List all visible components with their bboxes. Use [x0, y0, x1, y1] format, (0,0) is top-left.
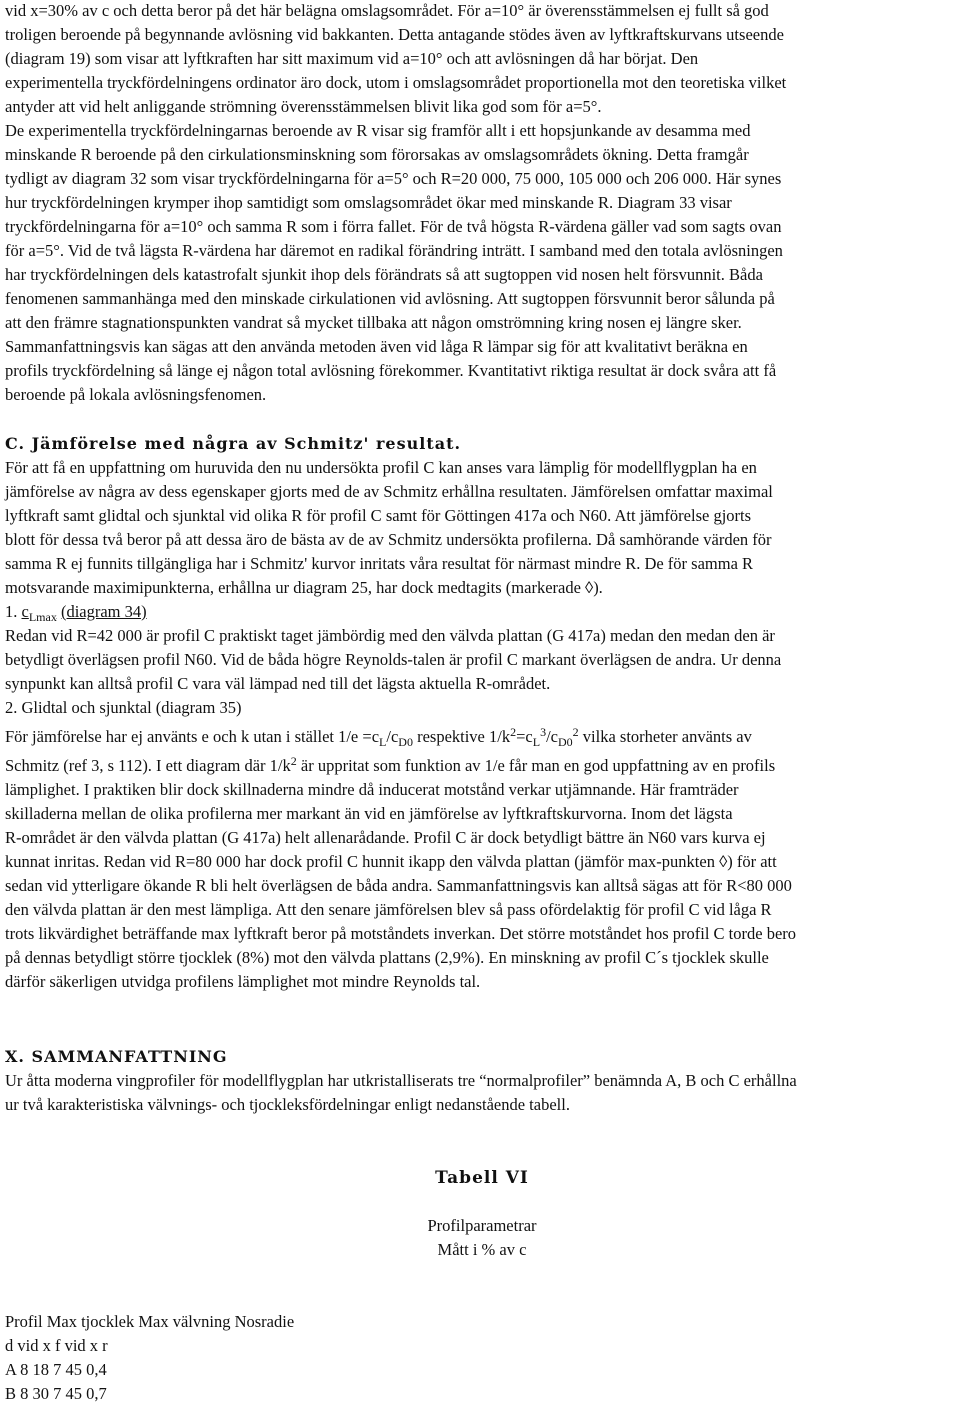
- table-row: B 8 30 7 45 0,7: [5, 1384, 107, 1403]
- text-line: För att få en uppfattning om huruvida den nu undersökta profil C kan anses vara lämplig för modellflygplan ha en: [5, 458, 757, 477]
- section-heading: X. SAMMANFATTNING: [5, 1047, 228, 1066]
- text-line: Ur åtta moderna vingprofiler för modellflygplan har utkristalliserats tre “normalprofiler” benämnda A, B och C erhållna: [5, 1071, 797, 1090]
- text-line: tydligt av diagram 32 som visar tryckfördelningarna för a=5° och R=20 000, 75 000, 105 000 och 206 000. Här synes: [5, 169, 782, 188]
- table-subtitle: [5, 1214, 957, 1262]
- text-line: därför säkerligen utvidga profilens lämplighet mot mindre Reynolds tal.: [5, 972, 481, 991]
- text-line: minskande R beroende på den cirkulationsminskning som förorsakas av omslagsområdets ökning. Detta framgår: [5, 145, 749, 164]
- text-line: trots likvärdighet beträffande max lyftkraft beror på motståndets inverkan. Det större motståndet hos profil C torde bero: [5, 924, 797, 943]
- text-line: på dennas betydligt större tjocklek (8%) mot den välvda plattans (2,9%). En minskning av profil C´s tjocklek skulle: [5, 948, 769, 967]
- text-line: skilladerna mellan de olika profilerna mer markant än vid en jämförelse av lyftkraftskurvorna. Inom det lägsta: [5, 804, 733, 823]
- list-item-heading: 2. Glidtal och sjunktal (diagram 35): [5, 698, 242, 717]
- text-line: blott för dessa två beror på att dessa äro de bästa av de av Schmitz undersökta profilerna. Då samhörande värden för: [5, 530, 772, 549]
- text-line: har tryckfördelningen dels katastrofalt sjunkit ihop dels förändrats så att sugtoppen vid nosen helt försvunnit. Båda: [5, 265, 763, 284]
- table-header-row: d vid x f vid x r: [5, 1336, 108, 1355]
- item-number: 1.: [5, 602, 18, 621]
- text-line: beroende på lokala avlösningsfenomen.: [5, 385, 267, 404]
- table-body: [5, 1310, 957, 1406]
- text-line: samma R ej funnits tillgängliga har i Schmitz' kurvor inritats våra resultat för närmast mindre R. De för samma R: [5, 554, 754, 573]
- text-line: Schmitz (ref 3, s 112). I ett diagram där $1/k^2$ är uppritat som funktion av 1/e får man en god uppfattning av en profils: [5, 754, 776, 775]
- text-line: R-området är den välvda plattan (G 417a) helt allenarådande. Profil C är dock betydligt bättre än N60 vars kurva ej: [5, 828, 766, 847]
- text-line: experimentella tryckfördelningens ordinator äro dock, utom i omslagsområdet proportionella mot den teoretiska vilket: [5, 73, 787, 92]
- table-vi: [5, 1166, 957, 1190]
- text-line: vid x=30% av c och detta beror på det här belägna omslagsområdet. För a=10° är överensstämmelsen ej fullt så god: [5, 1, 769, 20]
- text-line: ur två karakteristiska välvnings- och tjockleksfördelningar enligt nedanstående tabell.: [5, 1095, 570, 1114]
- table-header-row: Profil Max tjocklek Max välvning Nosradie: [5, 1312, 295, 1331]
- table-subtitle-line: Mått i % av c: [437, 1240, 527, 1259]
- table-title: Tabell VI: [435, 1168, 529, 1188]
- section-x: [5, 1045, 957, 1117]
- list-item-heading: [5, 600, 957, 624]
- section-heading: C. Jämförelse med några av Schmitz' resultat.: [5, 434, 462, 453]
- text-line: för a=5°. Vid de två lägsta R-värdena har däremot en radikal förändring inträtt. I samband med den totala avlösningen: [5, 241, 783, 260]
- text-line: lyftkraft samt glidtal och sjunktal vid olika R för profil C samt för Göttingen 417a och N60. Att jämförelse gjorts: [5, 506, 752, 525]
- text-line: den välvda plattan är den mest lämpliga. Att den senare jämförelsen blev så pass ofördelaktig för profil C vid låga R: [5, 900, 772, 919]
- text-line: antyder att vid helt anliggande strömning överensstämmelsen blivit lika god som för a=5°.: [5, 97, 602, 116]
- text-line: att den främre stagnationspunkten vandrat så mycket tillbaka att någon omströmning kring nosen ej längre sker.: [5, 313, 742, 332]
- table-row: A 8 18 7 45 0,4: [5, 1360, 107, 1379]
- text-line: De experimentella tryckfördelningarnas beroende av R visar sig framför allt i ett hopsjunkande av desamma med: [5, 121, 751, 140]
- item-symbol: $c_{Lmax}$: [21, 602, 57, 624]
- text-line: profils tryckfördelning så länge ej någon total avlösning förekommer. Kvantitativt riktiga resultat är dock svåra att få: [5, 361, 777, 380]
- text-line: fenomenen sammanhänga med den minskade cirkulationen vid avlösning. Att sugtoppen försvunnit beror sålunda på: [5, 289, 775, 308]
- text-line: Redan vid R=42 000 är profil C praktiskt taget jämbördig med den välvda plattan (G 417a) medan den medan den är: [5, 626, 775, 645]
- text-line: lämplighet. I praktiken blir dock skillnaderna mindre då inducerat motstånd verkar utjämnande. Här framträder: [5, 780, 739, 799]
- paragraph-r-dependence: [5, 119, 957, 407]
- text-line: (diagram 19) som visar att lyftkraften har sitt maximum vid a=10° och att avlösningen då har börjat. Den: [5, 49, 699, 68]
- text-line: troligen beroende på begynnande avlösning vid bakkanten. Detta antagande stödes även av lyftkraftskurvans utseende: [5, 25, 784, 44]
- text-line: synpunkt kan alltså profil C vara väl lämpad ned till det lägsta aktuella R-området.: [5, 674, 551, 693]
- text-line: kunnat inritas. Redan vid R=80 000 har dock profil C hunnit ikapp den välvda plattan (jämför max-punkten ◊) för att: [5, 852, 777, 871]
- table-subtitle-line: Profilparametrar: [427, 1216, 537, 1235]
- text-line: sedan vid ytterligare ökande R bli helt överlägsen de båda andra. Sammanfattningsvis kan alltså sägas att för R<80 000: [5, 876, 792, 895]
- text-line: tryckfördelningarna för a=10° och samma R som i förra fallet. För de två högsta R-värdena gäller vad som sagts ovan: [5, 217, 782, 236]
- formula-line: För jämförelse har ej använts e och k utan i stället $1/e =c_L/c_{D0}$ respektive $1/k^2=c_L^3/c_{D0}^2$ vilka storheter använts av: [5, 725, 752, 749]
- text-line: hur tryckfördelningen krymper ihop samtidigt som omslagsområdet ökar med minskande R. Diagram 33 visar: [5, 193, 732, 212]
- paragraph-pressure-distribution: [5, 0, 957, 119]
- text-line: betydligt överlägsen profil N60. Vid de båda högre Reynolds-talen är profil C markant överlägsen de andra. Ur denna: [5, 650, 782, 669]
- text-line: motsvarande maximipunkterna, erhållna ur diagram 25, har dock medtagits (markerade ◊).: [5, 578, 603, 597]
- text-line: jämförelse av några av dess egenskaper gjorts med de av Schmitz erhållna resultaten. Jämförelsen omfattar maximal: [5, 482, 773, 501]
- text-line: Sammanfattningsvis kan sägas att den använda metoden även vid låga R lämpar sig för att kvalitativt beräkna en: [5, 337, 748, 356]
- section-c: [5, 432, 957, 994]
- item-reference: (diagram 34): [60, 602, 147, 621]
